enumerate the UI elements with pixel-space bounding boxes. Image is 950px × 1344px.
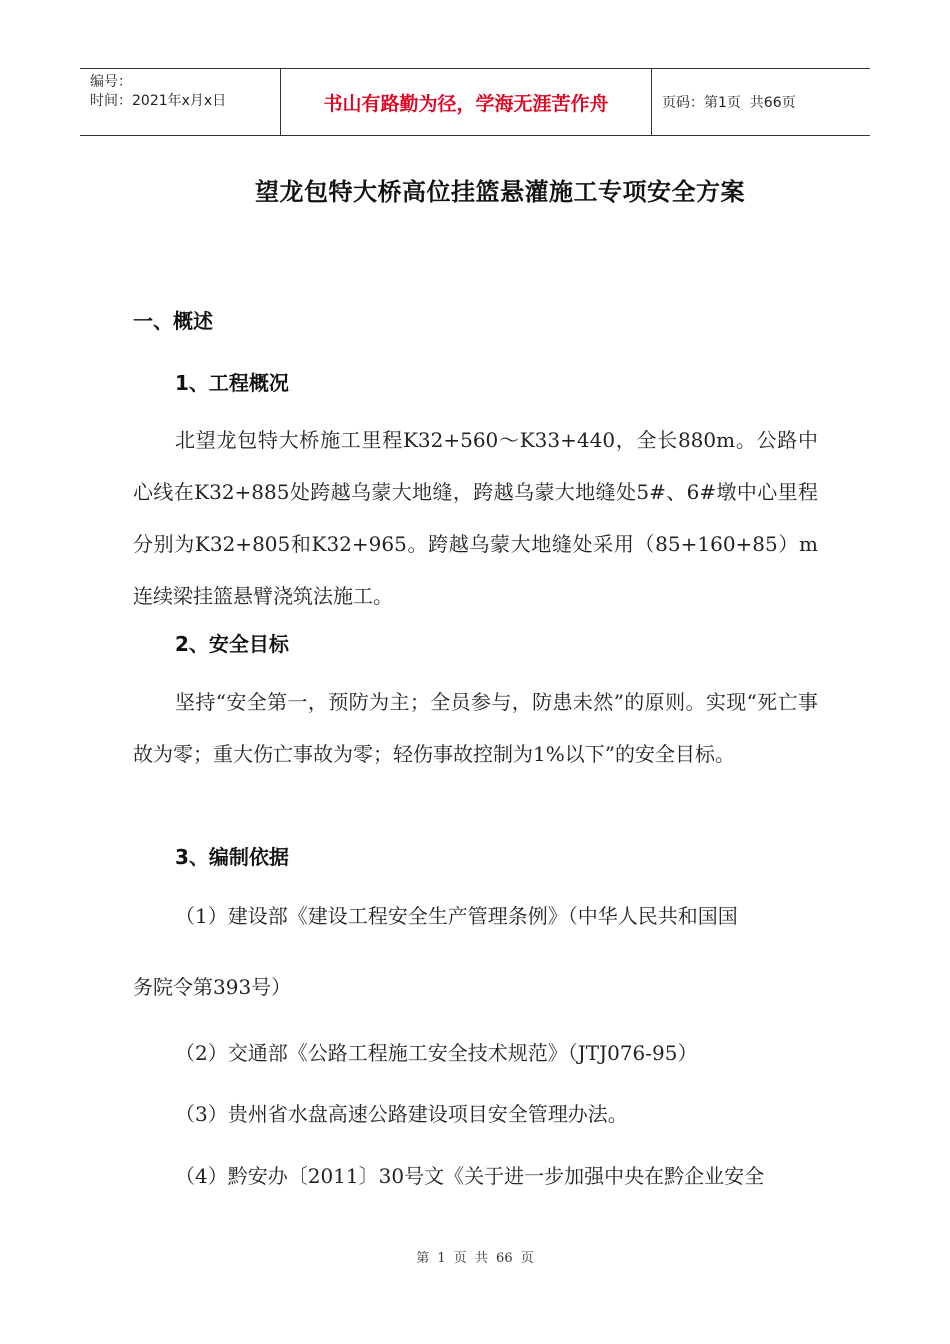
subsection-heading-project-overview: 1、工程概况 bbox=[175, 371, 289, 395]
header-page-info bbox=[652, 69, 870, 135]
basis-item-1-line-1: （1）建设部《建设工程安全生产管理条例》（中华人民共和国国 bbox=[175, 904, 738, 928]
basis-item-2: （2）交通部《公路工程施工安全技术规范》（JTJ076-95） bbox=[175, 1041, 698, 1065]
section-heading-overview: 一、概述 bbox=[133, 309, 213, 333]
header-meta bbox=[80, 69, 281, 135]
header-page-info-text: 页码：第1页 共66页 bbox=[662, 95, 796, 111]
document-header bbox=[80, 68, 870, 136]
header-motto: 书山有路勤为径，学海无涯苦作舟 bbox=[281, 69, 652, 135]
page-footer: 第 1 页 共 66 页 bbox=[416, 1251, 534, 1266]
paragraph-project-overview: 北望龙包特大桥施工里程K32+560～K33+440，全长880m。公路中心线在K32+885处跨越乌蒙大地缝，跨越乌蒙大地缝处5#、6#墩中心里程分别为K32+805和K32+965。跨越乌蒙大地缝处采用（85+160+85）m连续梁挂篮悬臂浇筑法施工。 bbox=[133, 428, 818, 608]
subsection-heading-basis: 3、编制依据 bbox=[175, 845, 289, 869]
document-title: 望龙包特大桥高位挂篮悬灌施工专项安全方案 bbox=[255, 178, 745, 206]
paragraph-safety-goal: 坚持“安全第一，预防为主；全员参与，防患未然”的原则。实现“死亡事故为零；重大伤亡事故为零；轻伤事故控制为1%以下”的安全目标。 bbox=[133, 690, 818, 766]
basis-item-4: （4）黔安办〔2011〕30号文《关于进一步加强中央在黔企业安全 bbox=[175, 1164, 765, 1188]
basis-item-3: （3）贵州省水盘高速公路建设项目安全管理办法。 bbox=[175, 1102, 628, 1126]
header-date: 时间：2021年x月x日 bbox=[90, 93, 227, 109]
subsection-heading-safety-goal: 2、安全目标 bbox=[175, 632, 289, 656]
header-number-label: 编号： bbox=[90, 74, 132, 90]
basis-item-1-line-2: 务院令第393号） bbox=[133, 975, 292, 999]
